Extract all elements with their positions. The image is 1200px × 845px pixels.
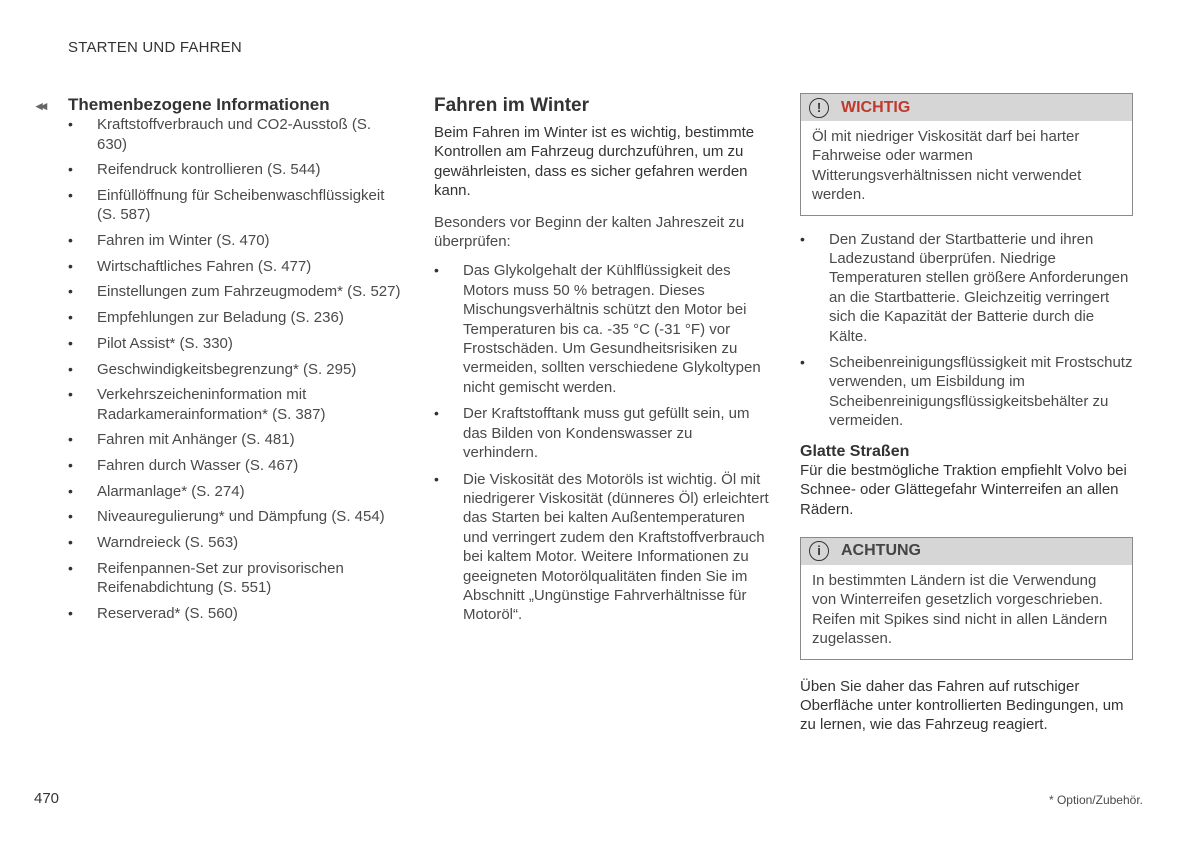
related-link-text[interactable]: Geschwindigkeitsbegrenzung* (S. 295) <box>97 360 357 378</box>
related-info-title: Themenbezogene Informationen <box>68 95 330 114</box>
caution-header <box>801 538 1132 565</box>
check-intro: Besonders vor Beginn der kalten Jahreszeit zu überprüfen: <box>434 213 745 251</box>
related-link[interactable] <box>68 456 402 476</box>
related-info-column <box>36 93 402 630</box>
related-info-heading <box>36 95 402 115</box>
related-link[interactable] <box>68 160 402 180</box>
related-link-text[interactable]: Pilot Assist* (S. 330) <box>97 334 233 352</box>
caution-box <box>800 537 1133 660</box>
bullet-icon: • <box>68 508 73 525</box>
caution-title: ACHTUNG <box>841 542 921 560</box>
bullet-icon: • <box>68 431 73 448</box>
bullet-icon: • <box>68 283 73 300</box>
related-link[interactable] <box>68 334 402 354</box>
bullet-icon: • <box>68 257 73 274</box>
related-link[interactable] <box>68 282 402 302</box>
glatte-strassen-text: Für die bestmögliche Traktion empfiehlt Volvo bei Schnee- oder Glättegefahr Winterreifen an allen Rädern. <box>800 461 1127 518</box>
check-list-item <box>434 261 770 397</box>
back-arrows-icon[interactable]: ◂◂ <box>36 98 46 113</box>
bullet-icon: • <box>68 482 73 499</box>
bullet-icon: • <box>68 334 73 351</box>
check-list-item-text: Das Glykolgehalt der Kühlflüssigkeit des Motors muss 50 % betragen. Dieses Mischungsverhältnis schützt den Motor bei Temperaturen bis ca. -35 °C (-31 °F) vor Frostschäden. Um Gesundheitsrisiken zu vermeiden, sollten verschiedene Glykoltypen nicht gemischt werden. <box>463 262 761 396</box>
bullet-icon: • <box>800 230 805 247</box>
battery-washer-list <box>800 230 1133 431</box>
related-link-text[interactable]: Fahren durch Wasser (S. 467) <box>97 457 299 475</box>
related-link-text[interactable]: Warndreieck (S. 563) <box>97 534 239 552</box>
related-link-text[interactable]: Reifenpannen-Set zur provisorischen Reifenabdichtung (S. 551) <box>97 559 344 597</box>
check-list-item-text: Scheibenreinigungsflüssigkeit mit Frostschutz verwenden, um Eisbildung im Scheibenreinigungsflüssigkeitsbehälter zu vermeiden. <box>829 354 1133 430</box>
main-article-column <box>434 93 770 632</box>
related-link[interactable] <box>68 360 402 380</box>
warning-title: WICHTIG <box>841 98 911 116</box>
bullet-icon: • <box>68 232 73 249</box>
related-link-text[interactable]: Fahren im Winter (S. 470) <box>97 232 270 250</box>
info-icon: i <box>809 541 829 561</box>
warning-text: Öl mit niedriger Viskosität darf bei harter Fahrweise oder warmen Witterungsverhältnissen nicht verwendet werden. <box>812 128 1082 204</box>
glatte-strassen-heading: Glatte Straßen <box>800 442 910 460</box>
bullet-icon: • <box>68 386 73 403</box>
related-link-text[interactable]: Einstellungen zum Fahrzeugmodem* (S. 527) <box>97 283 401 301</box>
related-link-text[interactable]: Alarmanlage* (S. 274) <box>97 482 245 500</box>
page-title: Fahren im Winter <box>434 95 590 116</box>
bullet-icon: • <box>68 116 73 132</box>
warning-box <box>800 93 1133 216</box>
related-link-text[interactable]: Einfüllöffnung für Scheibenwaschflüssigkeit (S. 587) <box>97 186 385 224</box>
related-link-text[interactable]: Kraftstoffverbrauch und CO2-Ausstoß (S. 630) <box>97 116 372 153</box>
check-list-item-text: Den Zustand der Startbatterie und ihren Ladezustand überprüfen. Niedrige Temperaturen stellen größere Anforderungen an die Startbatterie. Gleichzeitig verringert sich die Kapazität der Batterie durch die Kälte. <box>829 230 1129 345</box>
related-link[interactable] <box>68 385 402 424</box>
bullet-icon: • <box>68 534 73 551</box>
closing-paragraph: Üben Sie daher das Fahren auf rutschiger Oberfläche unter kontrollierten Bedingungen, um zu lernen, wie das Fahrzeug reagiert. <box>800 677 1124 734</box>
bullet-icon: • <box>434 470 439 487</box>
bullet-icon: • <box>68 161 73 178</box>
check-list-item-text: Der Kraftstofftank muss gut gefüllt sein, um das Bilden von Kondenswasser zu verhindern. <box>463 405 750 462</box>
related-link[interactable] <box>68 604 402 624</box>
exclamation-icon: ! <box>809 98 829 118</box>
bullet-icon: • <box>434 405 439 422</box>
bullet-icon: • <box>68 457 73 474</box>
page-number: 470 <box>34 790 60 807</box>
related-link[interactable] <box>68 308 402 328</box>
bullet-icon: • <box>68 309 73 326</box>
footnote: * Option/Zubehör. <box>1048 793 1143 807</box>
check-list-item <box>434 470 770 625</box>
bullet-icon: • <box>68 186 73 203</box>
bullet-icon: • <box>434 262 439 279</box>
related-link[interactable] <box>68 231 402 251</box>
related-link[interactable] <box>68 533 402 553</box>
warning-header <box>801 94 1132 121</box>
section-header: STARTEN UND FAHREN <box>68 39 242 56</box>
related-link-text[interactable]: Reserverad* (S. 560) <box>97 605 238 622</box>
related-link-text[interactable]: Fahren mit Anhänger (S. 481) <box>97 431 295 449</box>
bullet-icon: • <box>68 360 73 377</box>
related-info-list <box>68 115 402 624</box>
bullet-icon: • <box>68 605 73 621</box>
check-list-item <box>800 353 1133 431</box>
right-column <box>800 93 1133 735</box>
related-link[interactable] <box>68 559 402 598</box>
check-list-item <box>434 404 770 462</box>
related-link[interactable] <box>68 257 402 277</box>
related-link[interactable] <box>68 482 402 502</box>
related-link-text[interactable]: Verkehrszeicheninformation mit Radarkamerainformation* (S. 387) <box>97 386 326 423</box>
winter-check-list <box>434 261 770 624</box>
related-link[interactable] <box>68 115 402 154</box>
bullet-icon: • <box>68 559 73 576</box>
related-link[interactable] <box>68 507 402 527</box>
check-list-item <box>800 230 1133 346</box>
caution-text: In bestimmten Ländern ist die Verwendung von Winterreifen gesetzlich vorgeschrieben. Reifen mit Spikes sind nicht in allen Ländern zugelassen. <box>812 571 1108 648</box>
related-link[interactable] <box>68 186 402 225</box>
check-list-item-text: Die Viskosität des Motoröls ist wichtig. Öl mit niedrigerer Viskosität (dünneres Öl) erleichtert das Starten bei kalten Außentemperaturen und verringert zudem den Kraftstoffverbrauch bei kaltem Motor. Weitere Informationen zu geeigneten Motorölqualitäten finden Sie im Abschnitt „Ungünstige Fahrverhältnisse für Motoröl“. <box>463 470 769 624</box>
related-link-text[interactable]: Niveauregulierung* und Dämpfung (S. 454) <box>97 508 385 526</box>
related-link-text[interactable]: Wirtschaftliches Fahren (S. 477) <box>97 257 312 275</box>
bullet-icon: • <box>800 354 805 371</box>
intro-paragraph: Beim Fahren im Winter ist es wichtig, bestimmte Kontrollen am Fahrzeug durchzuführen, um zu gewährleisten, dass es sicher gefahren werden kann. <box>434 124 755 200</box>
related-link-text[interactable]: Reifendruck kontrollieren (S. 544) <box>97 161 321 179</box>
related-link[interactable] <box>68 430 402 450</box>
related-link-text[interactable]: Empfehlungen zur Beladung (S. 236) <box>97 309 344 327</box>
